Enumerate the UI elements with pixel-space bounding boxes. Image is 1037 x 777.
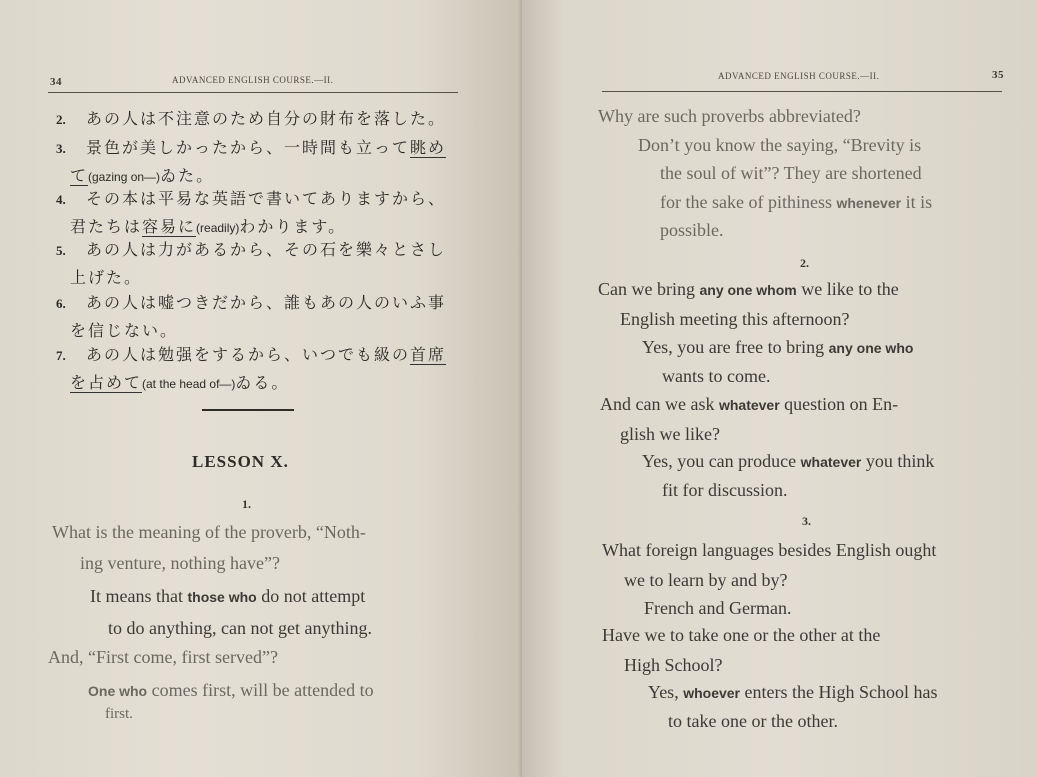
question-line: glish we like?	[620, 424, 720, 444]
question-line: And, “First come, first served”?	[48, 647, 278, 667]
text: for the sake of pithiness	[660, 192, 832, 212]
left-page-number: 34	[50, 76, 62, 88]
text: Can we bring	[598, 279, 695, 299]
exercise-number: 5.	[56, 243, 66, 258]
text: Yes,	[648, 682, 679, 702]
exercise-text: あの人は不注意のため自分の財布を落した。	[86, 109, 447, 128]
english-gloss: (gazing on—)	[88, 170, 161, 184]
right-page-number: 35	[992, 69, 1004, 81]
exercise-2	[56, 106, 476, 129]
question-line: Have we to take one or the other at the	[602, 625, 881, 645]
text: comes first, will be attended to	[151, 680, 374, 700]
bold-phrase: any one whom	[699, 282, 797, 298]
exercise-text: を信じない。	[70, 321, 179, 340]
bold-phrase: any one who	[828, 340, 914, 356]
right-page	[522, 0, 1037, 777]
answer-line: wants to come.	[662, 366, 771, 386]
answer-line	[648, 682, 937, 703]
section-divider	[202, 409, 294, 411]
exercise-6	[56, 289, 476, 344]
question-line: English meeting this afternoon?	[620, 309, 850, 329]
bold-phrase: whatever	[718, 397, 780, 413]
english-gloss: (at the head of—)	[142, 377, 236, 391]
bold-phrase: whoever	[683, 685, 741, 701]
exercise-number: 4.	[56, 192, 66, 207]
answer-line: Don’t you know the saying, “Brevity is	[638, 135, 922, 155]
right-header-rule	[602, 91, 1002, 92]
exercise-text: その本は平易な英語で書いてありますから、	[86, 189, 447, 208]
bold-phrase: whenever	[836, 195, 902, 211]
text: it is	[905, 192, 933, 212]
underlined-word: を占めて	[70, 373, 143, 392]
left-header-rule	[48, 92, 458, 93]
text: Yes, you can produce	[642, 451, 797, 471]
answer-line: fit for discussion.	[662, 480, 788, 500]
exercise-number: 2.	[56, 112, 66, 127]
answer-line: to take one or the other.	[668, 711, 838, 731]
bold-phrase: those who	[187, 589, 257, 605]
exercise-text: わかります。	[239, 217, 347, 236]
question-line: ing venture, nothing have”?	[80, 553, 280, 573]
exercise-text: ゐる。	[235, 373, 290, 392]
text: do not attempt	[261, 586, 366, 606]
text: question on En-	[784, 394, 899, 414]
answer-line: possible.	[660, 220, 724, 240]
section-number: 2.	[800, 256, 809, 270]
question-line: What is the meaning of the proverb, “Noth-	[52, 522, 366, 542]
answer-line: to do anything, can not get anything.	[108, 618, 372, 638]
exercise-3	[56, 134, 476, 191]
exercise-text: あの人は勉强をするから、いつでも級の	[86, 345, 411, 364]
answer-line: the soul of wit”? They are shortened	[660, 163, 922, 183]
answer-line	[660, 192, 932, 213]
text: It means that	[90, 586, 183, 606]
exercise-text: 景色が美しかったから、一時間も立って	[86, 138, 411, 157]
question-line: High School?	[624, 655, 723, 675]
answer-line: first.	[105, 706, 133, 722]
english-gloss: (readily)	[196, 221, 240, 235]
exercise-text: 君たちは	[70, 217, 143, 236]
exercise-text: 上げた。	[70, 268, 143, 287]
question-line: What foreign languages besides English ought	[602, 540, 937, 560]
answer-line	[88, 680, 374, 701]
underlined-word: 首席	[410, 345, 447, 364]
answer-line	[90, 586, 365, 607]
question-line: we to learn by and by?	[624, 570, 788, 590]
right-running-head: ADVANCED ENGLISH COURSE.—II.	[718, 71, 880, 81]
answer-line	[642, 337, 913, 358]
text: enters the High School has	[744, 682, 938, 702]
exercise-text: ゐた。	[160, 166, 215, 185]
text: Yes, you are free to bring	[642, 337, 825, 357]
underlined-word: 容易に	[142, 217, 197, 236]
exercise-5	[56, 236, 476, 291]
exercise-number: 3.	[56, 141, 66, 156]
exercise-7	[56, 341, 476, 398]
question-line: Why are such proverbs abbreviated?	[598, 106, 861, 126]
answer-line	[642, 451, 934, 472]
underlined-word: て	[70, 166, 89, 185]
underlined-word: 眺め	[410, 138, 447, 157]
question-line	[598, 279, 899, 300]
answer-line: French and German.	[644, 598, 792, 618]
exercise-text: あの人は力があるから、その石を樂々とさし	[86, 240, 447, 259]
lesson-title: LESSON X.	[192, 452, 289, 471]
section-number: 3.	[802, 514, 811, 528]
bold-phrase: One who	[88, 683, 148, 699]
text: we like to the	[801, 279, 899, 299]
text: And can we ask	[600, 394, 715, 414]
exercise-number: 6.	[56, 296, 66, 311]
exercise-number: 7.	[56, 348, 66, 363]
bold-phrase: whatever	[800, 454, 862, 470]
question-line	[600, 394, 898, 415]
left-running-head: ADVANCED ENGLISH COURSE.—II.	[172, 75, 334, 85]
exercise-4	[56, 185, 476, 242]
text: you think	[865, 451, 935, 471]
section-number: 1.	[242, 497, 251, 511]
exercise-text: あの人は嘘つきだから、誰もあの人のいふ事	[86, 293, 447, 312]
